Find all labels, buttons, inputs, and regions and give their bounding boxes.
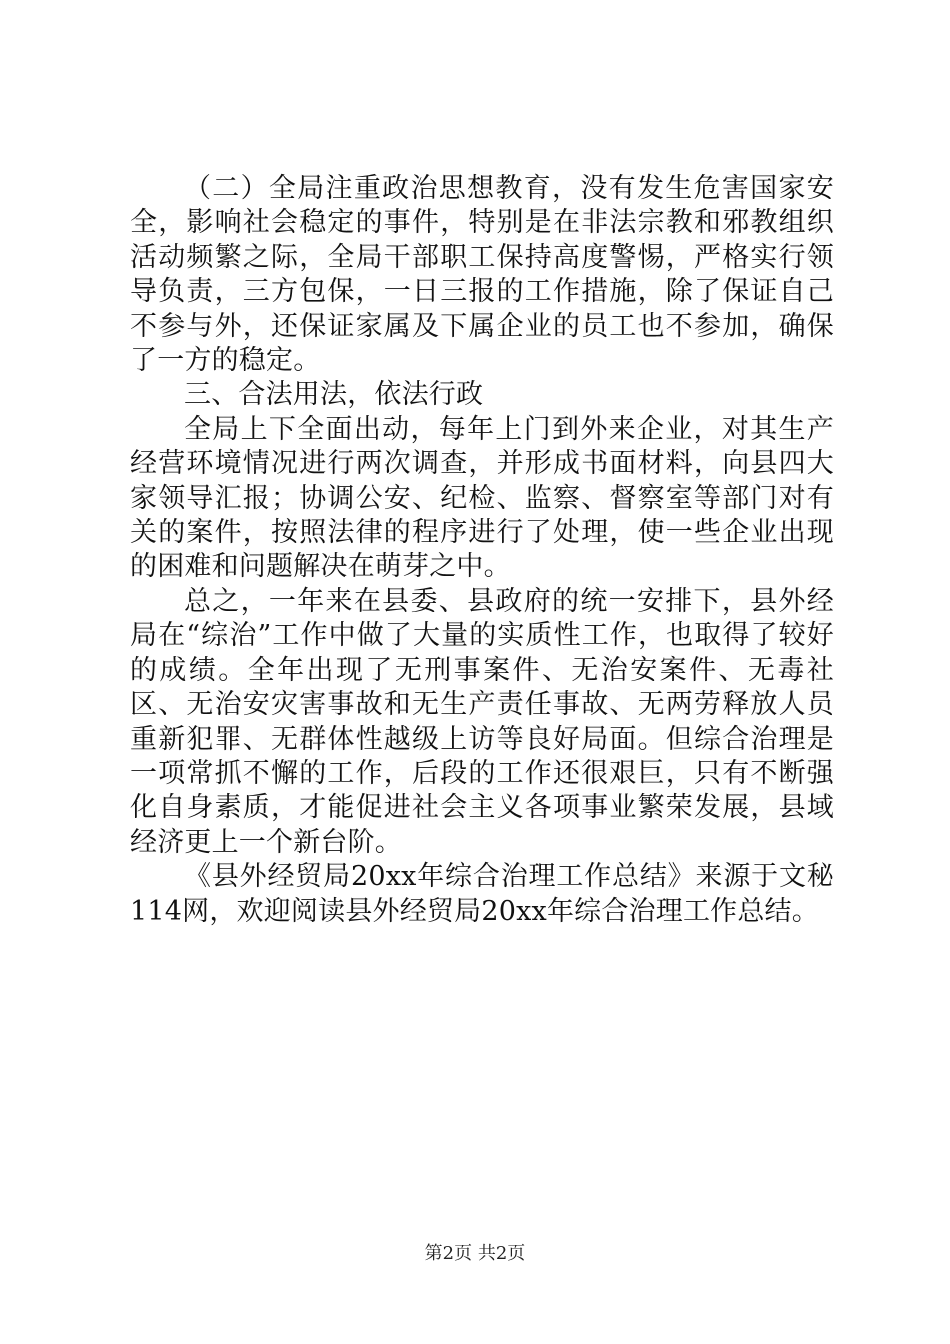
paragraph-enterprise-survey: 全局上下全面出动，每年上门到外来企业，对其生产经营环境情况进行两次调查，并形成书面材料，向县四大家领导汇报；协调公安、纪检、监察、督察室等部门对有关的案件，按照法律的程序进行了处理，使一些企业出现的困难和问题解决在萌芽之中。 xyxy=(130,413,834,583)
paragraph-political-education: （二）全局注重政治思想教育，没有发生危害国家安全，影响社会稳定的事件，特别是在非法宗教和邪教组织活动频繁之际，全局干部职工保持高度警惕，严格实行领导负责，三方包保，一日三报的工作措施，除了保证自己不参与外，还保证家属及下属企业的员工也不参加，确保了一方的稳定。 xyxy=(130,173,834,377)
paragraph-summary: 总之，一年来在县委、县政府的统一安排下，县外经局在“综治”工作中做了大量的实质性工作，也取得了较好的成绩。全年出现了无刑事案件、无治安案件、无毒社区、无治安灾害事故和无生产责任事故、无两劳释放人员重新犯罪、无群体性越级上访等良好局面。但综合治理是一项常抓不懈的工作，后段的工作还很艰巨，只有不断强化自身素质，才能促进社会主义各项事业繁荣发展，县域经济更上一个新台阶。 xyxy=(130,585,834,858)
section-heading-lawful-administration: 三、合法用法，依法行政 xyxy=(184,379,484,411)
page-number-footer: 第2页 共2页 xyxy=(424,1243,526,1264)
document-body xyxy=(130,172,834,929)
paragraph-source-note: 《县外经贸局20xx年综合治理工作总结》来源于文秘114网，欢迎阅读县外经贸局20xx年综合治理工作总结。 xyxy=(130,861,834,927)
